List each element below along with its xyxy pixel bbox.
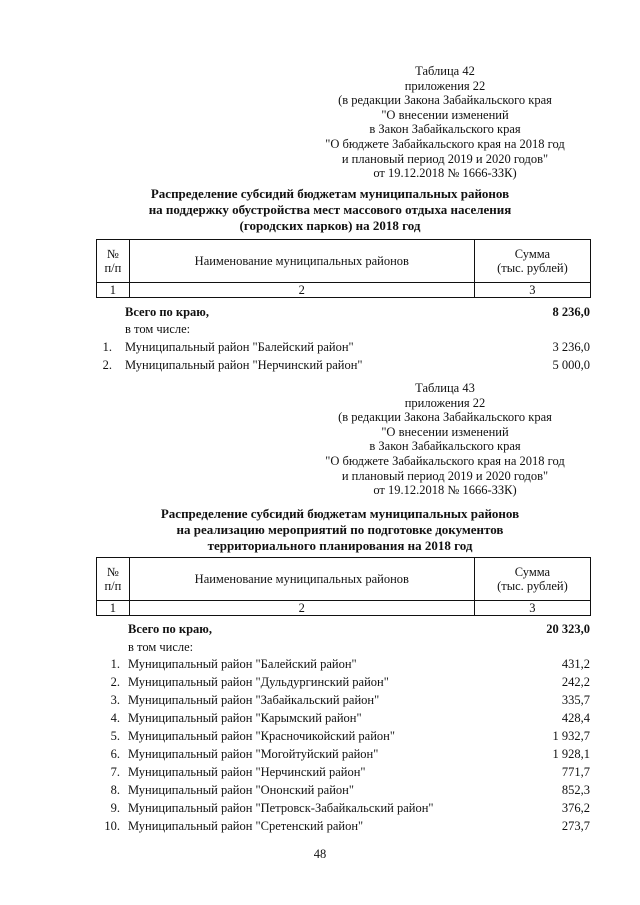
header-line: в Закон Забайкальского края [369, 122, 521, 137]
col-index-1: 1 [97, 283, 130, 298]
row-name: Муниципальный район "Сретенский район" [128, 819, 364, 833]
col-index-2: 2 [129, 283, 474, 298]
row-value: 273,7 [561, 819, 590, 833]
row-name: Муниципальный район "Балейский район" [128, 657, 357, 671]
col-name-header: Наименование муниципальных районов [129, 558, 474, 601]
header-line: "О бюджете Забайкальского края на 2018 год [325, 453, 565, 468]
row-name: Муниципальный район "Ононский район" [128, 783, 354, 797]
row-number: 2. [102, 358, 112, 372]
total-value: 20 323,0 [546, 622, 590, 636]
header-line: приложения 22 [404, 78, 486, 93]
row-number: 8. [110, 783, 120, 797]
col-index-2: 2 [129, 601, 474, 616]
table-row [0, 711, 640, 727]
row-name: Муниципальный район "Карымский район" [128, 711, 362, 725]
col-index-3: 3 [474, 283, 590, 298]
row-name: Муниципальный район "Нерчинский район" [125, 358, 363, 372]
row-value: 1 932,7 [552, 729, 590, 743]
header-line: Таблица 42 [415, 64, 475, 78]
col-sum-header: Сумма (тыс. рублей) [474, 558, 590, 601]
row-value: 242,2 [561, 675, 590, 689]
table-row [0, 729, 640, 745]
col-number-header: № п/п [97, 558, 130, 601]
row-value: 1 928,1 [552, 747, 590, 761]
including-label: в том числе: [128, 640, 194, 654]
table43-header [300, 381, 590, 498]
col-index-1: 1 [97, 601, 130, 616]
page-number: 48 [313, 847, 327, 861]
col-index-3: 3 [474, 601, 590, 616]
header-line: от 19.12.2018 № 1666-ЗЗК) [373, 166, 517, 181]
row-number: 1. [110, 657, 120, 671]
table-row [0, 657, 640, 673]
header-line: и плановый период 2019 и 2020 годов" [341, 151, 549, 166]
table43-including [128, 640, 193, 655]
including-label: в том числе: [125, 322, 191, 336]
row-name: Муниципальный район "Забайкальский район" [128, 693, 380, 707]
table42-title [80, 186, 580, 234]
table-row [0, 801, 640, 817]
title-line: Распределение субсидий бюджетам муниципальных районов [160, 506, 520, 521]
row-name: Муниципальный район "Петровск-Забайкальский район" [128, 801, 434, 815]
total-label: Всего по краю, [128, 622, 212, 636]
table-row [0, 340, 640, 356]
row-number: 5. [110, 729, 120, 743]
total-label: Всего по краю, [125, 305, 209, 319]
row-number: 10. [104, 819, 120, 833]
row-number: 1. [102, 340, 112, 354]
row-number: 3. [110, 693, 120, 707]
header-line: "О бюджете Забайкальского края на 2018 год [325, 136, 565, 151]
table-row [0, 358, 640, 374]
row-value: 3 236,0 [552, 340, 590, 354]
row-name: Муниципальный район "Могойтуйский район" [128, 747, 379, 761]
table43-total-row [0, 622, 640, 638]
header-line: Таблица 43 [415, 381, 475, 395]
row-name: Муниципальный район "Красночикойский район" [128, 729, 395, 743]
table42-including [125, 322, 190, 337]
table-row [0, 783, 640, 799]
row-value: 771,7 [561, 765, 590, 779]
row-number: 6. [110, 747, 120, 761]
row-name: Муниципальный район "Нерчинский район" [128, 765, 366, 779]
header-line: "О внесении изменений [381, 107, 509, 122]
total-value: 8 236,0 [552, 305, 590, 319]
row-value: 5 000,0 [552, 358, 590, 372]
table-row [0, 675, 640, 691]
row-value: 335,7 [561, 693, 590, 707]
title-line: территориального планирования на 2018 год [207, 538, 473, 553]
title-line: Распределение субсидий бюджетам муниципальных районов [150, 186, 510, 201]
header-line: и плановый период 2019 и 2020 годов" [341, 468, 549, 483]
title-line: на поддержку обустройства мест массового отдыха населения [148, 202, 512, 217]
row-number: 9. [110, 801, 120, 815]
col-name-header: Наименование муниципальных районов [129, 240, 474, 283]
table-row [0, 747, 640, 763]
row-name: Муниципальный район "Балейский район" [125, 340, 354, 354]
row-value: 428,4 [561, 711, 590, 725]
header-line: в Закон Забайкальского края [369, 439, 521, 454]
row-name: Муниципальный район "Дульдургинский район" [128, 675, 389, 689]
header-line: (в редакции Закона Забайкальского края [338, 410, 552, 425]
title-line: (городских парков) на 2018 год [239, 218, 421, 233]
row-value: 852,3 [561, 783, 590, 797]
row-value: 376,2 [561, 801, 590, 815]
table-row [0, 693, 640, 709]
row-number: 2. [110, 675, 120, 689]
row-number: 7. [110, 765, 120, 779]
header-line: приложения 22 [404, 395, 486, 410]
table43-title [80, 506, 600, 554]
table42-total-row [0, 305, 640, 321]
col-sum-header: Сумма (тыс. рублей) [474, 240, 590, 283]
title-line: на реализацию мероприятий по подготовке документов [176, 522, 504, 537]
header-line: (в редакции Закона Забайкальского края [338, 93, 552, 108]
row-number: 4. [110, 711, 120, 725]
col-number-header: № п/п [97, 240, 130, 283]
row-value: 431,2 [561, 657, 590, 671]
header-line: "О внесении изменений [381, 424, 509, 439]
table42-column-header [96, 239, 591, 298]
table-row [0, 765, 640, 781]
header-line: от 19.12.2018 № 1666-ЗЗК) [373, 483, 517, 498]
table42-header [300, 64, 590, 181]
table-row [0, 819, 640, 835]
table43-column-header [96, 557, 591, 616]
